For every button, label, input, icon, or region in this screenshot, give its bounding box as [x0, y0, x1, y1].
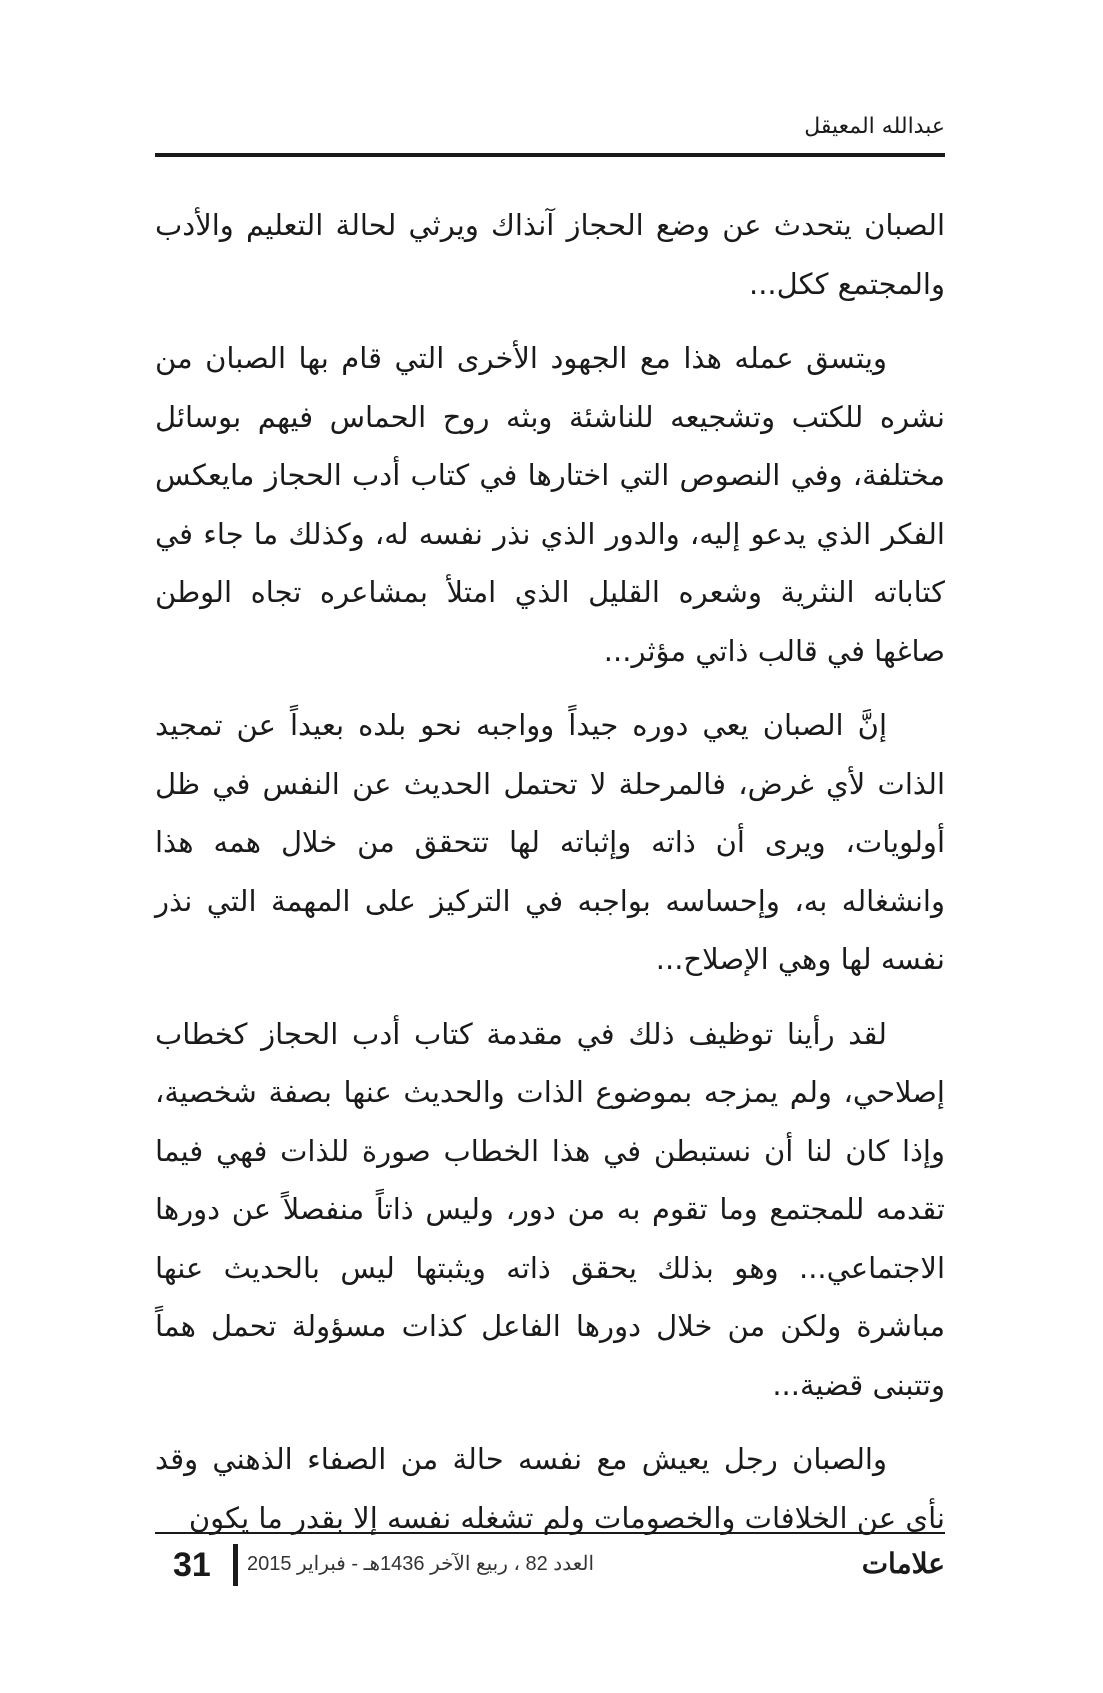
paragraph-1: الصبان يتحدث عن وضع الحجاز آنذاك ويرثي لحالة التعليم والأدب والمجتمع ككل... — [155, 208, 945, 301]
paragraph-3: إنَّ الصبان يعي دوره جيداً وواجبه نحو بلده بعيداً عن تمجيد الذات لأي غرض، فالمرحلة لا تحتمل الحديث عن النفس في ظل أولويات، ويرى أن ذاته وإثباته لها تتحقق من خلال همه هذا وانشغاله به، وإحساسه بواجبه في التركيز على المهمة التي نذر نفسه لها وهي الإصلاح... — [155, 708, 945, 976]
header-rule — [155, 153, 945, 157]
page-footer — [155, 1542, 945, 1592]
article-body — [155, 196, 945, 1563]
page-number: 31 — [173, 1546, 211, 1584]
paragraph-5: والصبان رجل يعيش مع نفسه حالة من الصفاء الذهني وقد نأى عن الخلافات والخصومات ولم تشغله نفسه إلا بقدر ما يكون — [155, 1442, 945, 1535]
running-head-author: عبدالله المعيقل — [804, 114, 945, 139]
paragraph-2: ويتسق عمله هذا مع الجهود الأخرى التي قام بها الصبان من نشره للكتب وتشجيعه للناشئة وبثه روح الحماس فيهم بوسائل مختلفة، وفي النصوص التي اختارها في كتاب أدب الحجاز مايعكس الفكر الذي يدعو إليه، والدور الذي نذر نفسه له، وكذلك ما جاء في كتاباته النثرية وشعره القليل الذي امتلأ بمشاعره تجاه الوطن صاغها في قالب ذاتي مؤثر... — [155, 341, 945, 668]
issue-info: العدد 82 ، ربيع الآخر 1436هـ - فبراير 2015 — [247, 1553, 594, 1575]
footer-rule — [155, 1532, 945, 1534]
footer-divider — [233, 1544, 238, 1586]
magazine-logo: علامات — [861, 1547, 945, 1580]
page — [155, 0, 945, 1693]
paragraph-4: لقد رأينا توظيف ذلك في مقدمة كتاب أدب الحجاز كخطاب إصلاحي، ولم يمزجه بموضوع الذات والحديث عنها بصفة شخصية، وإذا كان لنا أن نستبطن في هذا الخطاب صورة للذات فهي فيما تقدمه للمجتمع وما تقوم به من دور، وليس ذاتاً منفصلاً عن دورها الاجتماعي... وهو بذلك يحقق ذاته ويثبتها ليس بالحديث عنها مباشرة ولكن من خلال دورها الفاعل كذات مسؤولة تحمل هماً وتتبنى قضية... — [155, 1016, 945, 1402]
